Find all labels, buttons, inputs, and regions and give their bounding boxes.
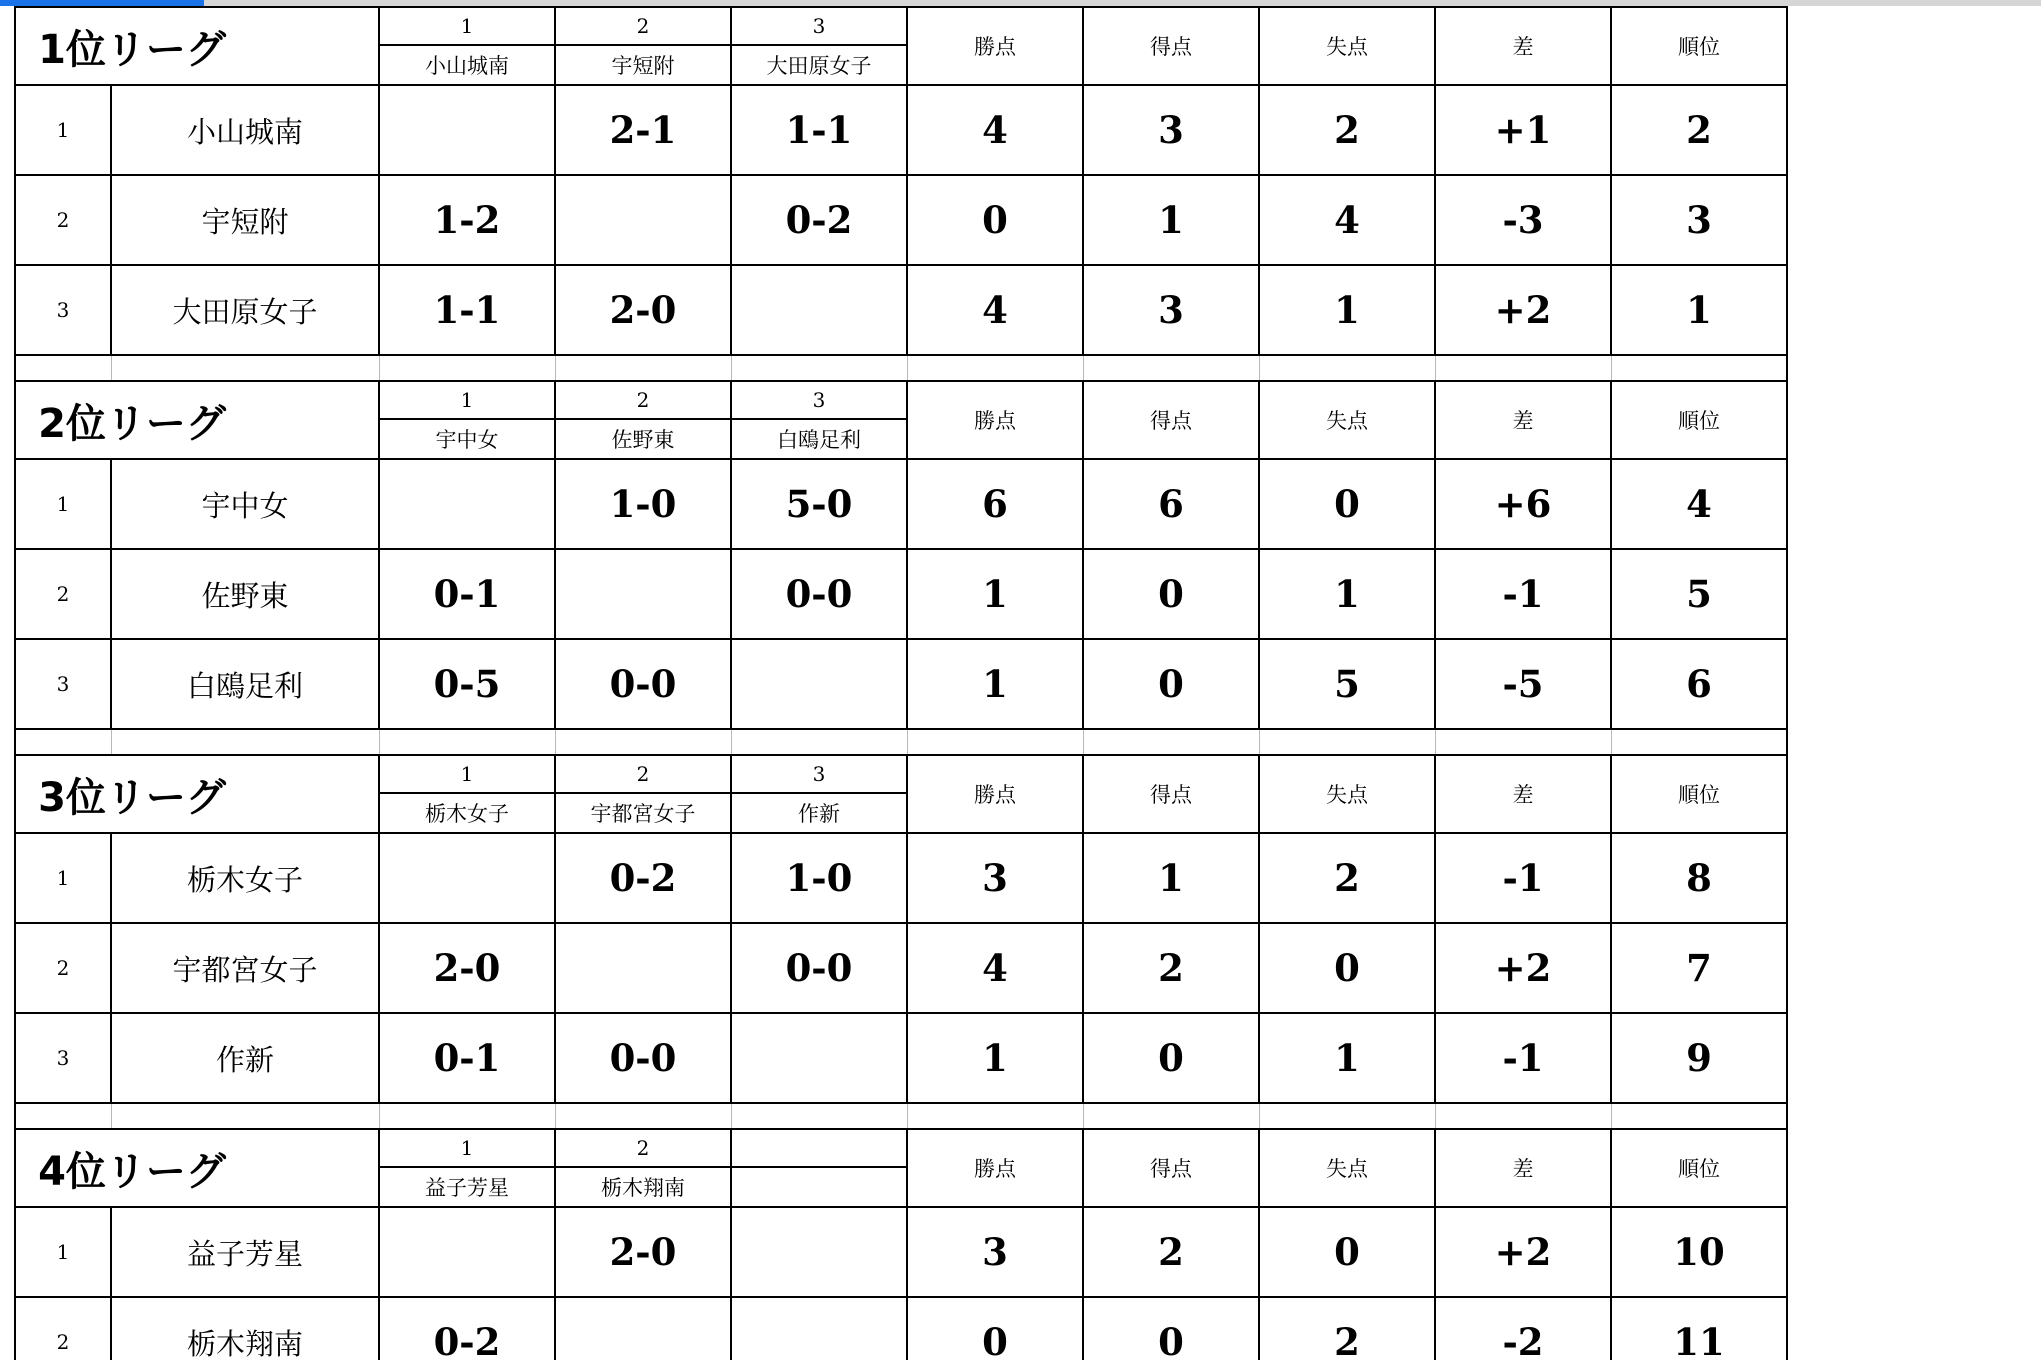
team-stat: 1 xyxy=(1259,1013,1435,1103)
opponent-team-header: 佐野東 xyxy=(555,419,731,459)
team-stat: 0 xyxy=(1083,1013,1259,1103)
team-stat: 4 xyxy=(1611,459,1787,549)
match-result xyxy=(731,1297,907,1360)
team-name: 栃木女子 xyxy=(111,833,379,923)
match-result: 1-0 xyxy=(555,459,731,549)
team-stat: 5 xyxy=(1259,639,1435,729)
match-result: 0-2 xyxy=(555,833,731,923)
separator-cell xyxy=(1611,1103,1787,1129)
team-stat: -1 xyxy=(1435,833,1611,923)
team-row xyxy=(15,923,1787,1013)
stat-column-header: 得点 xyxy=(1083,381,1259,459)
team-stat: 4 xyxy=(1259,175,1435,265)
team-stat: 10 xyxy=(1611,1207,1787,1297)
team-stat: 6 xyxy=(907,459,1083,549)
separator-cell xyxy=(379,1103,555,1129)
opponent-number: 1 xyxy=(379,755,555,793)
team-stat: 4 xyxy=(907,265,1083,355)
team-stat: 5 xyxy=(1611,549,1787,639)
opponent-number: 3 xyxy=(731,7,907,45)
stat-column-header: 得点 xyxy=(1083,7,1259,85)
stat-column-header: 失点 xyxy=(1259,1129,1435,1207)
stat-column-header: 勝点 xyxy=(907,7,1083,85)
team-row xyxy=(15,639,1787,729)
opponent-team-header: 作新 xyxy=(731,793,907,833)
team-name: 宇都宮女子 xyxy=(111,923,379,1013)
team-row xyxy=(15,175,1787,265)
team-stat: 0 xyxy=(1259,923,1435,1013)
team-stat: 6 xyxy=(1083,459,1259,549)
team-stat: 6 xyxy=(1611,639,1787,729)
opponent-number: 2 xyxy=(555,381,731,419)
opponent-team-header: 宇中女 xyxy=(379,419,555,459)
team-stat: 0 xyxy=(1083,1297,1259,1360)
team-stat: 3 xyxy=(907,1207,1083,1297)
separator-cell xyxy=(1259,1103,1435,1129)
team-stat: 2 xyxy=(1259,833,1435,923)
match-result xyxy=(379,833,555,923)
opponent-team-header: 白鴎足利 xyxy=(731,419,907,459)
team-index: 1 xyxy=(15,833,111,923)
team-stat: -1 xyxy=(1435,549,1611,639)
team-name: 宇中女 xyxy=(111,459,379,549)
team-name: 宇短附 xyxy=(111,175,379,265)
opponent-number: 1 xyxy=(379,1129,555,1167)
team-stat: 0 xyxy=(1083,639,1259,729)
team-name: 白鴎足利 xyxy=(111,639,379,729)
separator-cell xyxy=(1435,355,1611,381)
opponent-number: 3 xyxy=(731,755,907,793)
match-result xyxy=(731,265,907,355)
match-result xyxy=(731,1207,907,1297)
match-result xyxy=(379,85,555,175)
team-stat: -3 xyxy=(1435,175,1611,265)
team-stat: 1 xyxy=(1611,265,1787,355)
team-stat: 8 xyxy=(1611,833,1787,923)
match-result xyxy=(379,459,555,549)
separator-cell xyxy=(1611,729,1787,755)
separator-cell xyxy=(1083,1103,1259,1129)
opponent-number: 2 xyxy=(555,7,731,45)
team-stat: 0 xyxy=(1259,1207,1435,1297)
separator-cell xyxy=(907,729,1083,755)
separator-cell xyxy=(15,1103,111,1129)
team-row xyxy=(15,85,1787,175)
match-result: 0-1 xyxy=(379,1013,555,1103)
separator-cell xyxy=(907,355,1083,381)
match-result: 2-1 xyxy=(555,85,731,175)
team-row xyxy=(15,1013,1787,1103)
team-stat: 1 xyxy=(1083,175,1259,265)
league-title-cell xyxy=(15,7,379,85)
match-result xyxy=(555,175,731,265)
team-row xyxy=(15,265,1787,355)
team-row xyxy=(15,833,1787,923)
separator-cell xyxy=(1611,355,1787,381)
separator-cell xyxy=(731,355,907,381)
separator-cell xyxy=(111,355,379,381)
team-stat: 0 xyxy=(907,175,1083,265)
team-index: 2 xyxy=(15,923,111,1013)
separator-cell xyxy=(1083,355,1259,381)
league-separator xyxy=(15,1103,1787,1129)
stat-column-header: 失点 xyxy=(1259,381,1435,459)
stat-column-header: 勝点 xyxy=(907,755,1083,833)
team-stat: -5 xyxy=(1435,639,1611,729)
match-result: 2-0 xyxy=(379,923,555,1013)
opponent-number: 1 xyxy=(379,381,555,419)
team-row xyxy=(15,1207,1787,1297)
stat-column-header: 勝点 xyxy=(907,1129,1083,1207)
team-stat: -1 xyxy=(1435,1013,1611,1103)
stat-column-header: 差 xyxy=(1435,1129,1611,1207)
separator-cell xyxy=(555,1103,731,1129)
match-result: 1-1 xyxy=(379,265,555,355)
team-row xyxy=(15,459,1787,549)
team-stat: 3 xyxy=(907,833,1083,923)
league-header-row xyxy=(15,7,1787,45)
separator-cell xyxy=(15,355,111,381)
match-result xyxy=(555,1297,731,1360)
team-stat: 1 xyxy=(907,1013,1083,1103)
team-stat: 9 xyxy=(1611,1013,1787,1103)
team-index: 3 xyxy=(15,639,111,729)
team-index: 1 xyxy=(15,459,111,549)
team-stat: 1 xyxy=(1259,549,1435,639)
team-stat: 11 xyxy=(1611,1297,1787,1360)
separator-cell xyxy=(731,1103,907,1129)
team-stat: 0 xyxy=(907,1297,1083,1360)
league-header-row xyxy=(15,381,1787,419)
team-stat: 2 xyxy=(1611,85,1787,175)
opponent-number: 2 xyxy=(555,755,731,793)
match-result: 0-2 xyxy=(379,1297,555,1360)
team-row xyxy=(15,1297,1787,1360)
match-result: 0-0 xyxy=(555,1013,731,1103)
separator-cell xyxy=(379,355,555,381)
team-stat: 3 xyxy=(1611,175,1787,265)
match-result: 1-0 xyxy=(731,833,907,923)
team-stat: 0 xyxy=(1083,549,1259,639)
team-stat: 0 xyxy=(1259,459,1435,549)
team-stat: 1 xyxy=(907,639,1083,729)
separator-cell xyxy=(111,729,379,755)
team-name: 佐野東 xyxy=(111,549,379,639)
separator-cell xyxy=(1435,1103,1611,1129)
match-result xyxy=(555,549,731,639)
team-row xyxy=(15,549,1787,639)
team-stat: 1 xyxy=(1259,265,1435,355)
match-result xyxy=(379,1207,555,1297)
separator-cell xyxy=(1083,729,1259,755)
separator-cell xyxy=(1259,729,1435,755)
league-header-row xyxy=(15,755,1787,793)
league-title: 2位リーグ xyxy=(38,400,226,447)
stat-column-header: 順位 xyxy=(1611,7,1787,85)
team-stat: 7 xyxy=(1611,923,1787,1013)
team-stat: 4 xyxy=(907,85,1083,175)
stat-column-header: 順位 xyxy=(1611,1129,1787,1207)
team-index: 1 xyxy=(15,1207,111,1297)
match-result: 2-0 xyxy=(555,1207,731,1297)
team-name: 小山城南 xyxy=(111,85,379,175)
opponent-team-header: 宇短附 xyxy=(555,45,731,85)
team-stat: 2 xyxy=(1083,923,1259,1013)
match-result: 0-1 xyxy=(379,549,555,639)
opponent-team-header: 栃木女子 xyxy=(379,793,555,833)
team-index: 2 xyxy=(15,175,111,265)
team-stat: 2 xyxy=(1083,1207,1259,1297)
team-index: 3 xyxy=(15,1013,111,1103)
opponent-number xyxy=(731,1129,907,1167)
team-stat: +6 xyxy=(1435,459,1611,549)
separator-cell xyxy=(731,729,907,755)
match-result xyxy=(731,639,907,729)
match-result: 0-0 xyxy=(731,549,907,639)
league-title: 4位リーグ xyxy=(38,1148,226,1195)
match-result: 0-5 xyxy=(379,639,555,729)
league-header-row xyxy=(15,1129,1787,1167)
team-index: 3 xyxy=(15,265,111,355)
separator-cell xyxy=(111,1103,379,1129)
league-separator xyxy=(15,729,1787,755)
opponent-number: 3 xyxy=(731,381,907,419)
separator-cell xyxy=(907,1103,1083,1129)
match-result: 5-0 xyxy=(731,459,907,549)
league-title: 3位リーグ xyxy=(38,774,226,821)
team-stat: 2 xyxy=(1259,85,1435,175)
team-index: 2 xyxy=(15,549,111,639)
separator-cell xyxy=(379,729,555,755)
league-standings-table xyxy=(14,6,1788,1360)
separator-cell xyxy=(1259,355,1435,381)
stat-column-header: 差 xyxy=(1435,7,1611,85)
league-title-cell xyxy=(15,755,379,833)
stat-column-header: 失点 xyxy=(1259,7,1435,85)
league-title-cell xyxy=(15,1129,379,1207)
team-name: 栃木翔南 xyxy=(111,1297,379,1360)
separator-cell xyxy=(555,355,731,381)
opponent-team-header: 大田原女子 xyxy=(731,45,907,85)
opponent-number: 2 xyxy=(555,1129,731,1167)
stat-column-header: 得点 xyxy=(1083,1129,1259,1207)
team-stat: 1 xyxy=(1083,833,1259,923)
opponent-team-header: 益子芳星 xyxy=(379,1167,555,1207)
team-stat: +2 xyxy=(1435,1207,1611,1297)
league-separator xyxy=(15,355,1787,381)
team-stat: +2 xyxy=(1435,265,1611,355)
team-name: 大田原女子 xyxy=(111,265,379,355)
league-title: 1位リーグ xyxy=(38,26,226,73)
match-result xyxy=(731,1013,907,1103)
team-stat: 3 xyxy=(1083,265,1259,355)
stat-column-header: 失点 xyxy=(1259,755,1435,833)
stat-column-header: 順位 xyxy=(1611,755,1787,833)
opponent-team-header xyxy=(731,1167,907,1207)
team-stat: 3 xyxy=(1083,85,1259,175)
separator-cell xyxy=(1435,729,1611,755)
team-stat: +2 xyxy=(1435,923,1611,1013)
opponent-team-header: 小山城南 xyxy=(379,45,555,85)
separator-cell xyxy=(15,729,111,755)
match-result: 2-0 xyxy=(555,265,731,355)
team-name: 益子芳星 xyxy=(111,1207,379,1297)
match-result: 0-0 xyxy=(731,923,907,1013)
league-title-cell xyxy=(15,381,379,459)
stat-column-header: 差 xyxy=(1435,381,1611,459)
team-index: 2 xyxy=(15,1297,111,1360)
team-stat: 1 xyxy=(907,549,1083,639)
match-result: 1-1 xyxy=(731,85,907,175)
team-index: 1 xyxy=(15,85,111,175)
stat-column-header: 得点 xyxy=(1083,755,1259,833)
match-result: 1-2 xyxy=(379,175,555,265)
opponent-team-header: 宇都宮女子 xyxy=(555,793,731,833)
stat-column-header: 順位 xyxy=(1611,381,1787,459)
team-stat: 4 xyxy=(907,923,1083,1013)
separator-cell xyxy=(555,729,731,755)
stat-column-header: 差 xyxy=(1435,755,1611,833)
match-result: 0-0 xyxy=(555,639,731,729)
stat-column-header: 勝点 xyxy=(907,381,1083,459)
team-stat: -2 xyxy=(1435,1297,1611,1360)
team-stat: +1 xyxy=(1435,85,1611,175)
team-stat: 2 xyxy=(1259,1297,1435,1360)
match-result: 0-2 xyxy=(731,175,907,265)
opponent-team-header: 栃木翔南 xyxy=(555,1167,731,1207)
match-result xyxy=(555,923,731,1013)
team-name: 作新 xyxy=(111,1013,379,1103)
opponent-number: 1 xyxy=(379,7,555,45)
